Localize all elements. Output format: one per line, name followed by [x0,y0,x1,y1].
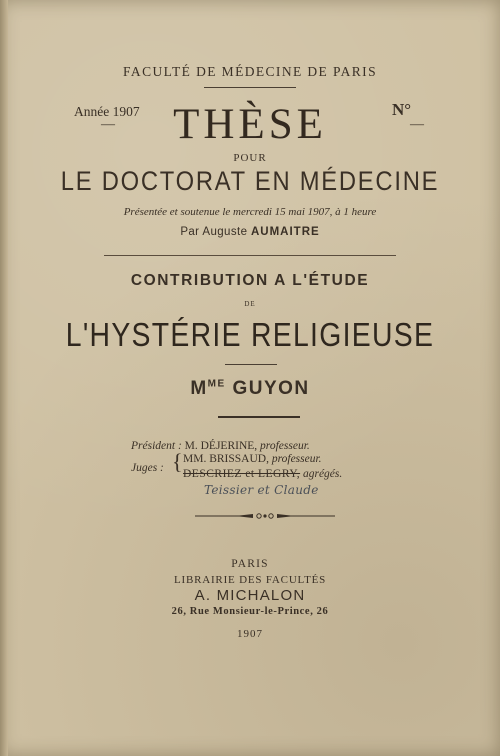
doctorate-title: LE DOCTORAT EN MÉDECINE [60,166,440,196]
mme-prefix: M [190,378,208,399]
publisher-librairie: LIBRAIRIE DES FACULTÉS [173,574,327,586]
section-divider [104,255,396,256]
judges-role-2: agrégés. [302,468,343,480]
mme-superscript: ME [207,378,226,390]
guyon-name: GUYON [232,378,310,399]
handwritten-correction: Teissier et Claude [204,483,319,497]
president-label: Président : [131,440,182,452]
publisher-name: A. MICHALON [194,587,306,604]
president-line [131,440,310,452]
thesis-title: THÈSE [173,101,327,148]
faculty-heading: FACULTÉ DE MÉDECINE DE PARIS [123,64,377,79]
pour-label: POUR [233,152,267,164]
defense-date: Présentée et soutenue le mercredi 15 mai 1907, à 1 heure [123,206,377,218]
year-label: Année 1907 [74,104,140,119]
author-line [0,226,500,238]
judges-names-1: MM. BRISSAUD, [183,453,269,465]
judges-names-struck: DESCRIEZ et LEGRY, [183,468,301,480]
judges-line-1 [183,453,322,465]
author-surname: AUMAITRE [250,226,320,238]
contribution-heading: CONTRIBUTION A L'ÉTUDE [130,272,370,289]
subject-title: L'HYSTÉRIE RELIGIEUSE [65,316,435,353]
ornament-divider [195,511,335,521]
judges-label: Juges : [131,462,164,474]
judges-brace: { [172,449,183,474]
de-label: DE [244,300,256,308]
publication-year: 1907 [237,628,263,640]
subject-divider [225,364,277,365]
author-prefix: Par Auguste [180,226,248,238]
publisher-address: 26, Rue Monsieur-le-Prince, 26 [171,606,329,617]
judges-role-1: professeur. [271,453,322,465]
president-name: M. DÉJERINE, [184,440,258,452]
president-role: professeur. [260,440,310,452]
year-dash: — [101,117,115,132]
subject-name [0,378,500,400]
faculty-underline [204,87,296,88]
number-label: N° [392,100,412,119]
jury-divider [218,416,300,418]
publisher-city: PARIS [231,558,269,570]
number-dash: — [410,117,424,132]
judges-line-2 [183,468,342,480]
